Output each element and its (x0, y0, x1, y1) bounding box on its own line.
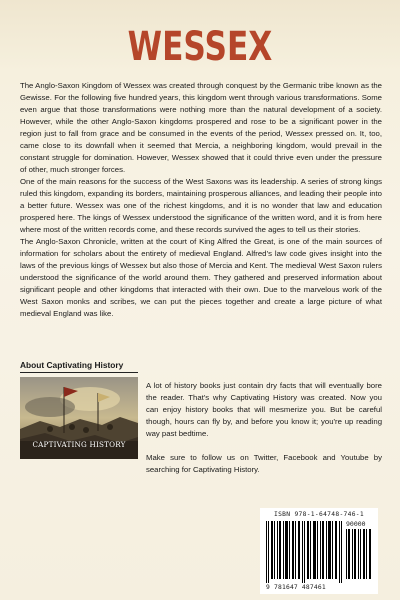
isbn-label: ISBN 978-1-64748-746-1 (273, 511, 364, 518)
blurb (20, 80, 382, 320)
about-paragraph-2: Make sure to follow us on Twitter, Facebook and Youtube by searching for Captivating History. (146, 453, 382, 474)
blurb-paragraph-2: One of the main reasons for the success of the West Saxons was its leadership. A series of strong kings ruled this kingdom, expanding its borders, maintaining prosperous alliances, and leading their people into a better future. Wessex was one of the richest kingdoms, and it is no wonder that law and education prospered here. The kings of Wessex understood the significance of the written word, and it is from here where most of the written records come, and these records survived the ages to tell us their stories. (20, 177, 382, 234)
book-title: WESSEX (127, 24, 273, 70)
publisher-logo-text: CAPTIVATING HISTORY (32, 440, 126, 449)
about-divider (20, 372, 138, 373)
barcode-digits: 9 781647 487461 (266, 584, 326, 591)
price-code: 90000 (346, 520, 366, 528)
about-paragraph-1: A lot of history books just contain dry facts that will eventually bore the reader. That's why Captivating History was created. Now you can enjoy history books that will mesmerize you. But be careful though, hours can fly by, and before you know it; you're up reading way past bedtime. (146, 381, 382, 438)
barcode-addon-bars (346, 529, 372, 579)
barcode-panel (260, 508, 378, 594)
publisher-painting-image (20, 377, 138, 459)
barcode-main-bars (266, 521, 344, 583)
about-text (146, 380, 382, 476)
about-heading: About Captivating History (20, 360, 124, 370)
blurb-paragraph-1: The Anglo-Saxon Kingdom of Wessex was created through conquest by the Germanic tribe known as the Gewisse. For the following five hundred years, this kingdom went through various transformations. Some even argue that those transformations were nothing more than the natural development of a society. However, while the other Anglo-Saxon kingdoms prospered and rose to be a significant power in the region just to fall from grace and be consumed in the events of the period, Wessex pressed on. It, too, came close to its downfall when it seemed that Mercia, a neighboring kingdom, would prevail in the constant struggle for domination. However, Wessex showed that it could thrive even under the pressure of other, much stronger forces. (20, 81, 382, 174)
blurb-paragraph-3: The Anglo-Saxon Chronicle, written at the court of King Alfred the Great, is one of the main sources of information for scholars about the entirety of medieval England. Alfred’s law code gives insight into the laws of the previous kings of Wessex but also those of Mercia and Kent. The medieval West Saxon rulers understood the significance of the world around them. They gathered and preserved information about significant people and other kingdoms that interacted with their own. Due to the marvelous work of the West Saxon monks and scribes, we can put the pieces together and create a large picture of what medieval England was like. (20, 237, 382, 318)
